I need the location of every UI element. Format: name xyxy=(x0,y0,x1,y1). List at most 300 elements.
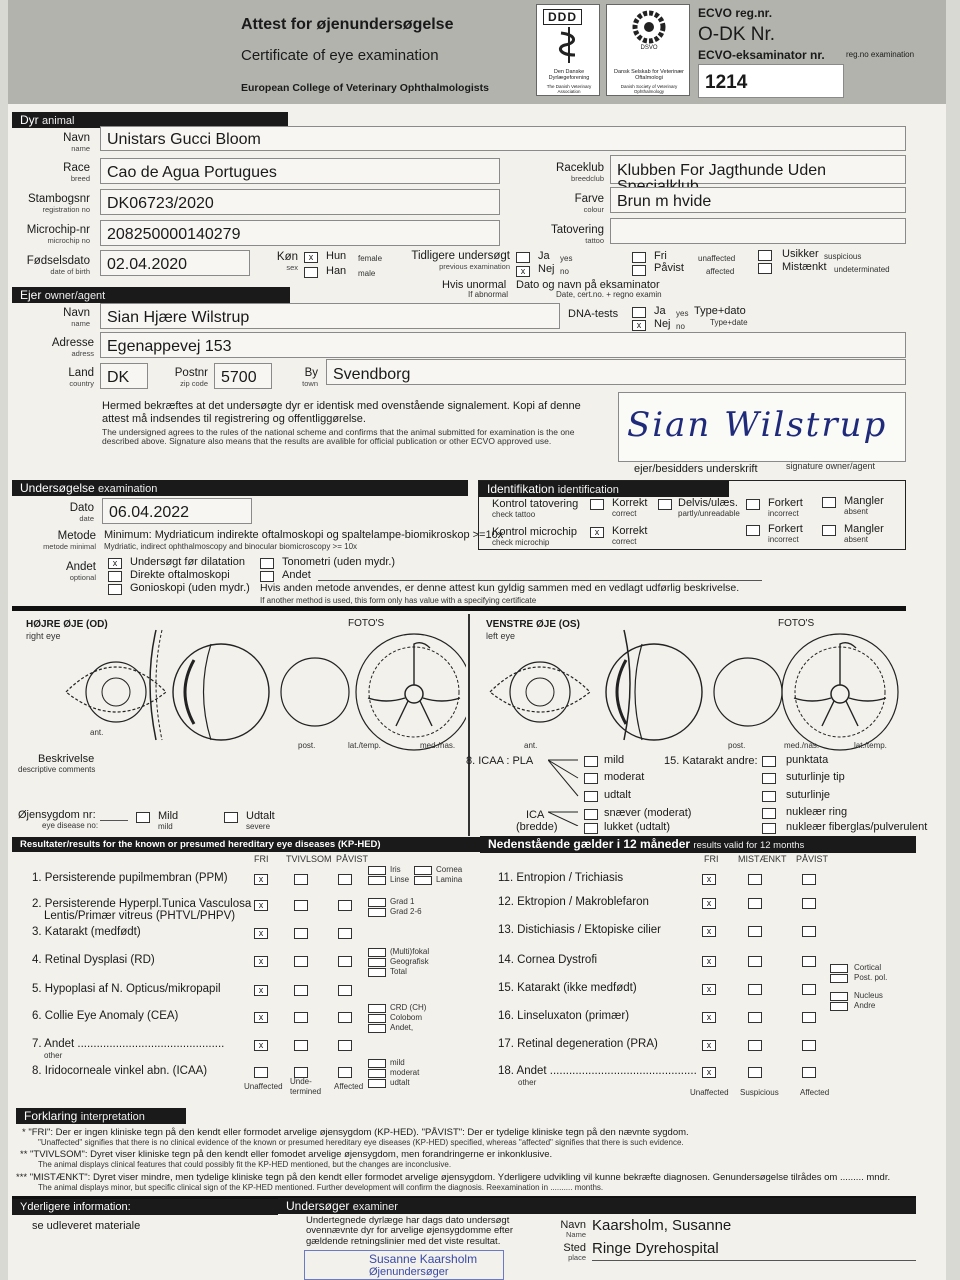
result-right-sub-label: Andre xyxy=(854,1001,876,1010)
right-photos-label: FOTO'S xyxy=(348,618,385,629)
examiner-no-label: ECVO-eksaminator nr. xyxy=(698,48,825,62)
check-tattoo-label: Kontrol tatovering xyxy=(492,498,579,510)
result-right-mist-checkbox[interactable] xyxy=(748,898,762,909)
interp-fri-danish: * "FRI": Der er ingen kliniske tegn på den kendt eller formodet arvelige øjensygdom (KP-HED). "PÅVIST": Der er tydelige kliniske tegn på den nævnte sygdom. xyxy=(22,1127,689,1138)
footer-affected-left: Affected xyxy=(334,1082,364,1091)
result-right-sub-label: Nucleus xyxy=(854,991,883,1000)
result-right-fri-checkbox[interactable]: x xyxy=(702,1067,716,1078)
tattoo-incorrect-label-en: incorrect xyxy=(768,509,799,518)
eye-disease-underline xyxy=(100,820,128,821)
hdr-mist-right: MISTÆNKT xyxy=(738,854,787,864)
microchip-field[interactable] xyxy=(100,220,500,246)
result-left-sub-label: CRD (CH) xyxy=(390,1003,427,1012)
dna-tests-label: DNA-tests xyxy=(568,308,619,320)
footer-unaffected-right: Unaffected xyxy=(690,1088,729,1097)
result-left-sub-checkbox[interactable] xyxy=(368,968,386,977)
previous-yes-checkbox[interactable] xyxy=(516,252,530,263)
result-left-label: 7. Andet .............................................. xyxy=(32,1038,225,1050)
interp-tvivl-danish: ** "TVIVLSOM": Dyret viser kliniske tegn på den kendt eller fomodet arvelige øjensygdom, men forandringerne er inkonklusive. xyxy=(20,1149,553,1160)
dna-no-label: Nej xyxy=(654,318,671,330)
results-left-bar: Resultater/results for the known or presumed hereditary eye diseases (KP-HED) xyxy=(12,837,480,852)
tattoo-correct-label: Korrekt xyxy=(612,497,648,509)
result-left-pavist-checkbox[interactable] xyxy=(338,1012,352,1023)
result-right-sub-checkbox[interactable] xyxy=(830,992,848,1001)
result-left-sub-label: Lamina xyxy=(436,875,463,884)
cat-suturtip-label: suturlinje tip xyxy=(786,771,845,783)
result-left-sub-checkbox[interactable] xyxy=(368,1024,386,1033)
opt-other-checkbox[interactable] xyxy=(260,571,274,582)
result-left-fri-checkbox[interactable] xyxy=(254,1067,268,1078)
chip-correct-label-en: correct xyxy=(612,537,637,546)
result-left-sub-checkbox[interactable] xyxy=(368,1014,386,1023)
dna-yes-label: Ja xyxy=(654,305,666,317)
sex-male-label-en: male xyxy=(358,269,376,278)
result-left-label: 3. Katarakt (medfødt) xyxy=(32,926,141,938)
right-eye-title-en: right eye xyxy=(26,631,61,641)
result-left-fri-checkbox[interactable]: x xyxy=(254,1012,268,1023)
result-left-pavist-checkbox[interactable] xyxy=(338,1067,352,1078)
result-right-label: 14. Cornea Dystrofi xyxy=(498,954,598,966)
eye-disease-label: Øjensygdom nr: xyxy=(18,809,96,821)
result-left-pavist-checkbox[interactable] xyxy=(338,985,352,996)
examiner-no-label-en: reg.no examination xyxy=(846,50,915,59)
dsvo-logo xyxy=(606,4,690,96)
check-chip-label: Kontrol microchip xyxy=(492,526,577,538)
identification-bar xyxy=(479,481,729,497)
result-left-sub-checkbox[interactable] xyxy=(368,898,386,907)
result-left-sub-checkbox[interactable] xyxy=(368,1004,386,1013)
previous-yes-label-en: yes xyxy=(560,254,573,263)
tattoo-label: Tatovering tattoo xyxy=(550,224,604,245)
result-left-sub-label: Grad 2-6 xyxy=(390,907,422,916)
icaa-moderat-checkbox[interactable] xyxy=(584,773,598,784)
animal-name-value: Unistars Gucci Bloom xyxy=(107,131,261,148)
address-field[interactable] xyxy=(100,332,906,358)
examiner-place-label: Sted place xyxy=(563,1242,586,1262)
cat-punktata-checkbox[interactable] xyxy=(762,756,776,767)
result-left-tvivl-checkbox[interactable] xyxy=(294,900,308,911)
dsvo-caption: Dansk Selskab for Veterinær Oftalmologi xyxy=(613,69,684,82)
check-tattoo-label-en: check tattoo xyxy=(492,510,536,519)
description-label: Beskrivelse xyxy=(38,753,95,765)
further-info-text: se udleveret materiale xyxy=(32,1220,141,1232)
opt-other-label: Andet xyxy=(282,569,311,581)
zip-field[interactable] xyxy=(214,363,272,389)
opt-direct-label: Direkte oftalmoskopi xyxy=(130,569,230,581)
opt-tonometry-checkbox[interactable] xyxy=(260,558,274,569)
opt-before-dilation-label: Undersøgt før dilatation xyxy=(130,556,245,568)
address-value: Egenappevej 153 xyxy=(107,338,232,355)
result-right-mist-checkbox[interactable] xyxy=(748,956,762,967)
opt-direct-checkbox[interactable] xyxy=(108,571,122,582)
result-right-mist-checkbox[interactable] xyxy=(748,1012,762,1023)
left-eye-title-en: left eye xyxy=(486,631,516,641)
result-right-fri-checkbox[interactable]: x xyxy=(702,956,716,967)
sex-female-checkbox[interactable]: x xyxy=(304,252,318,263)
result-left-sub-checkbox[interactable] xyxy=(368,1059,386,1068)
result-left-fri-checkbox[interactable]: x xyxy=(254,874,268,885)
prev-fri-checkbox[interactable] xyxy=(632,252,646,263)
prev-mistaenkt-label: Mistænkt xyxy=(782,261,827,273)
interp-mist-danish: *** "MISTÆNKT": Dyret viser mindre, men tydelige kliniske tegn på den kendt eller formodet arvelige øjensygdom. Yderligere udvikling vil kunne bekræfte diagnosen. Genundersøgelse tilrådes om ......... mndr. xyxy=(16,1172,891,1183)
examiner-name-label: Navn Name xyxy=(560,1219,586,1239)
registration-field[interactable] xyxy=(100,189,500,215)
address-label: Adresse adress xyxy=(51,337,94,358)
result-left-pavist-checkbox[interactable] xyxy=(338,1040,352,1051)
colour-label: Farve colour xyxy=(574,193,604,214)
result-left-sub-label: moderat xyxy=(390,1068,420,1077)
result-left-label: 4. Retinal Dysplasi (RD) xyxy=(32,954,155,966)
stamp-subtitle: Øjenundersøger xyxy=(369,1266,449,1278)
result-left-sub-checkbox[interactable] xyxy=(414,876,432,885)
ddd-logo-text: DDD xyxy=(543,9,582,25)
cat-suturtip-checkbox[interactable] xyxy=(762,773,776,784)
title-english: Certificate of eye examination xyxy=(241,47,439,64)
result-right-sub-label: Post. pol. xyxy=(854,973,888,982)
ica-moderate-checkbox[interactable] xyxy=(584,809,598,820)
exam-section-title-en: examination xyxy=(98,483,158,495)
colour-field[interactable] xyxy=(610,187,906,213)
chip-absent-label: Mangler xyxy=(844,523,884,535)
results-right-title-en: results valid for 12 months xyxy=(693,840,805,851)
result-left-pavist-checkbox[interactable] xyxy=(338,956,352,967)
result-right-fri-checkbox[interactable]: x xyxy=(702,1012,716,1023)
result-left-tvivl-checkbox[interactable] xyxy=(294,956,308,967)
result-right-mist-checkbox[interactable] xyxy=(748,1067,762,1078)
registration-value: DK06723/2020 xyxy=(107,195,214,212)
breedclub-field[interactable] xyxy=(610,155,906,184)
icaa-moderat-label: moderat xyxy=(604,771,645,783)
cat-sutur-checkbox[interactable] xyxy=(762,791,776,802)
examiner-place-value: Ringe Dyrehospital xyxy=(592,1240,719,1257)
method-note-english: If another method is used, this form only has value with a specifying certificate xyxy=(260,596,537,605)
tattoo-absent-label-en: absent xyxy=(844,507,869,516)
method-danish: Minimum: Mydriaticum indirekte oftalmoskopi og spaltelampe-biomikroskop >=10x xyxy=(104,529,504,541)
disease-severe-checkbox[interactable] xyxy=(224,812,238,823)
owner-name-field[interactable] xyxy=(100,303,560,329)
identification-title-en: identification xyxy=(557,484,619,496)
check-chip-label-en: check microchip xyxy=(492,538,550,547)
right-mednas-label: med./nas. xyxy=(420,741,456,750)
prev-mistaenkt-checkbox[interactable] xyxy=(758,263,772,274)
ddd-caption-en: The Danish Veterinary Association xyxy=(546,84,592,94)
breed-field[interactable] xyxy=(100,158,500,184)
result-left-sub-checkbox[interactable] xyxy=(368,1069,386,1078)
chip-correct-checkbox[interactable]: x xyxy=(590,527,604,538)
owner-name-value: Sian Hjære Wilstrup xyxy=(107,309,250,326)
owner-signature-label-en: signature owner/agent xyxy=(786,461,876,471)
registration-label: Stambogsnr registration no xyxy=(27,193,90,214)
microchip-value: 208250000140279 xyxy=(107,226,241,243)
ica-closed-checkbox[interactable] xyxy=(584,823,598,834)
result-left-sub-checkbox[interactable] xyxy=(368,908,386,917)
result-left-sub-checkbox[interactable] xyxy=(368,876,386,885)
ddd-logo xyxy=(536,4,600,96)
tattoo-absent-checkbox[interactable] xyxy=(822,497,836,508)
title-danish: Attest for øjenundersøgelse xyxy=(241,16,454,33)
left-post-label: post. xyxy=(728,741,746,750)
disease-mild-checkbox[interactable] xyxy=(136,812,150,823)
interpretation-bar xyxy=(16,1108,186,1124)
result-right-mist-checkbox[interactable] xyxy=(748,1040,762,1051)
cat-nuclear-ring-label: nukleær ring xyxy=(786,806,848,818)
owner-signature-label: ejer/besidders underskrift xyxy=(634,463,758,475)
cat-nuclear-fiber-label: nukleær fiberglas/pulverulent xyxy=(786,821,928,833)
dsvo-ring-icon xyxy=(631,9,667,45)
result-left-tvivl-checkbox[interactable] xyxy=(294,1012,308,1023)
method-english: Mydriatic, indirect ophthalmoscopy and binocular biomicroscopy >= 10x xyxy=(104,542,358,551)
result-left-fri-checkbox[interactable]: x xyxy=(254,1040,268,1051)
dsvo-caption-en: Danish Society of Veterinary Ophthalmology xyxy=(620,84,678,94)
cataract-other-label: 15. Katarakt andre: xyxy=(664,755,758,767)
dob-value: 02.04.2020 xyxy=(107,256,188,273)
icaa-udtalt-checkbox[interactable] xyxy=(584,791,598,802)
result-right-sub-checkbox[interactable] xyxy=(830,964,848,973)
result-right-fri-checkbox[interactable]: x xyxy=(702,874,716,885)
examiner-title: Undersøger xyxy=(286,1199,350,1213)
chip-absent-checkbox[interactable] xyxy=(822,525,836,536)
result-left-tvivl-checkbox[interactable] xyxy=(294,1040,308,1051)
dna-yes-checkbox[interactable] xyxy=(632,307,646,318)
sex-label: Køn sex xyxy=(276,251,298,272)
examiner-stamp xyxy=(304,1250,504,1280)
town-field[interactable] xyxy=(326,359,906,385)
town-value: Svendborg xyxy=(333,366,411,383)
examiner-no-value: 1214 xyxy=(705,72,748,93)
method-label: Metode metode minimal xyxy=(43,530,96,551)
cat-nuclear-fiber-checkbox[interactable] xyxy=(762,823,776,834)
exam-date-value: 06.04.2022 xyxy=(109,504,190,521)
owner-section-title: Ejer xyxy=(20,288,42,302)
prev-mistaenkt-label-en: undeterminated xyxy=(834,265,890,274)
result-left-tvivl-checkbox[interactable] xyxy=(294,874,308,885)
result-left-sub-label: Iris xyxy=(390,865,401,874)
result-left-tvivl-checkbox[interactable] xyxy=(294,985,308,996)
result-right-fri-checkbox[interactable]: x xyxy=(702,984,716,995)
result-left-sub-checkbox[interactable] xyxy=(414,866,432,875)
examiner-no-field[interactable] xyxy=(698,64,844,98)
result-right-pavist-checkbox[interactable] xyxy=(802,956,816,967)
result-left-fri-checkbox[interactable]: x xyxy=(254,928,268,939)
result-left-fri-checkbox[interactable]: x xyxy=(254,985,268,996)
result-right-pavist-checkbox[interactable] xyxy=(802,1040,816,1051)
result-right-mist-checkbox[interactable] xyxy=(748,926,762,937)
declaration-english: The undersigned agrees to the rules of the national scheme and confirms that the animal submitted for examination is the one described above. Signature also means that the results are avalible for official publication or other ECVO approved use. xyxy=(102,427,575,447)
chip-incorrect-label: Forkert xyxy=(768,523,803,535)
disease-severe-label-en: severe xyxy=(246,822,271,831)
country-label: Land country xyxy=(68,367,94,388)
icaa-mild-label: mild xyxy=(604,754,625,766)
result-left-label: 5. Hypoplasi af N. Opticus/mikropapil xyxy=(32,983,221,995)
result-left-sub-checkbox[interactable] xyxy=(368,1079,386,1088)
left-photos-label: FOTO'S xyxy=(778,618,815,629)
sex-female-label-en: female xyxy=(358,254,383,263)
owner-signature: Sian Wilstrup xyxy=(627,405,888,445)
dsvo-logo-text: DSVO xyxy=(640,45,658,51)
hdr-tvivl-left: TVIVLSOM xyxy=(286,854,332,864)
interp-fri-english: "Unaffected" signifies that there is no clinical evidence of the known or presumed hereditary eye diseases (KP-HED) specified, whereas "affected" signifies that there is such evidence. xyxy=(38,1138,684,1147)
prev-fri-label-en: unaffected xyxy=(698,254,736,263)
chip-incorrect-label-en: incorrect xyxy=(768,535,799,544)
left-eye-diagrams xyxy=(476,619,916,752)
prev-usikker-label: Usikker xyxy=(782,248,819,260)
result-right-pavist-checkbox[interactable] xyxy=(802,874,816,885)
result-left-pavist-checkbox[interactable] xyxy=(338,900,352,911)
result-left-sub-label: Geografisk xyxy=(390,957,429,966)
result-left-label: 2. Persisterende Hyperpl.Tunica Vasculosa xyxy=(32,898,252,910)
hdr-pavist-left: PÅVIST xyxy=(336,854,369,864)
zip-label: Postnr zip code xyxy=(174,367,208,388)
sex-male-label: Han xyxy=(326,265,347,277)
result-left-pavist-checkbox[interactable] xyxy=(338,874,352,885)
icaa-mild-checkbox[interactable] xyxy=(584,756,598,767)
owner-section-title-en: owner/agent xyxy=(44,290,106,302)
chip-incorrect-checkbox[interactable] xyxy=(746,525,760,536)
certificate-sheet xyxy=(8,0,946,1280)
animal-name-field[interactable] xyxy=(100,126,906,151)
result-right-mist-checkbox[interactable] xyxy=(748,984,762,995)
breed-label: Race breed xyxy=(63,162,90,183)
left-mednas-label: med./nas. xyxy=(784,741,820,750)
icaa-udtalt-label: udtalt xyxy=(604,789,631,801)
exam-date-field[interactable] xyxy=(102,498,252,524)
dna-typedate-label: Type+dato xyxy=(694,305,746,317)
result-left-sub-en: other xyxy=(44,1051,63,1060)
result-left-pavist-checkbox[interactable] xyxy=(338,928,352,939)
result-right-sub-label: Cortical xyxy=(854,963,882,972)
result-left-sub-label: Total xyxy=(390,967,407,976)
owner-name-label: Navn name xyxy=(63,307,90,328)
result-right-fri-checkbox[interactable]: x xyxy=(702,1040,716,1051)
examiner-bar xyxy=(278,1198,916,1214)
result-left-sub-checkbox[interactable] xyxy=(368,948,386,957)
animal-section-title-en: animal xyxy=(42,115,75,127)
owner-section-bar xyxy=(12,287,290,303)
opt-gonioscopy-checkbox[interactable] xyxy=(108,584,122,595)
previous-no-checkbox[interactable]: x xyxy=(516,266,530,277)
result-right-pavist-checkbox[interactable] xyxy=(802,1012,816,1023)
country-value: DK xyxy=(107,369,130,386)
dob-label: Fødselsdato date of birth xyxy=(26,255,90,276)
tattoo-absent-label: Mangler xyxy=(844,495,884,507)
result-left-sub-label: Andet, xyxy=(390,1023,414,1032)
prev-usikker-label-en: suspicious xyxy=(824,252,862,261)
prev-fri-label: Fri xyxy=(654,250,667,262)
interpretation-title: Forklaring xyxy=(24,1109,78,1123)
results-right-title: Nedenstående gælder i 12 måneder xyxy=(488,837,691,851)
country-field[interactable] xyxy=(100,363,148,389)
result-left-tvivl-checkbox[interactable] xyxy=(294,928,308,939)
result-right-pavist-checkbox[interactable] xyxy=(802,926,816,937)
opt-gonioscopy-label: Gonioskopi (uden mydr.) xyxy=(130,582,250,594)
sex-male-checkbox[interactable] xyxy=(304,267,318,278)
other-methods-label: Andet optional xyxy=(65,561,96,582)
if-abnormal-label: Hvis unormal xyxy=(442,279,507,291)
ica-sub-label: (bredde) xyxy=(516,821,558,833)
tattoo-correct-checkbox[interactable] xyxy=(590,499,604,510)
result-right-fri-checkbox[interactable]: x xyxy=(702,898,716,909)
result-left-sub-checkbox[interactable] xyxy=(368,866,386,875)
interp-mist-english: The animal displays minor, but specific clinical sign of the KP-HED mentioned. Further development will confirm the diagnosis. Reexamination in .......... months. xyxy=(38,1183,604,1192)
tattoo-partly-checkbox[interactable] xyxy=(658,499,672,510)
ica-closed-label: lukket (udtalt) xyxy=(604,821,671,833)
prev-pavist-label: Påvist xyxy=(654,262,684,274)
ica-label: ICA xyxy=(526,809,545,821)
dna-no-label-en: no xyxy=(676,322,685,331)
description-label-en: descriptive comments xyxy=(18,765,96,774)
examiner-title-en: examiner xyxy=(352,1201,398,1213)
interpretation-title-en: interpretation xyxy=(80,1111,145,1123)
method-note-danish: Hvis anden metode anvendes, er denne attest kun gyldig sammen med en vedlagt udførlig beskrivelse. xyxy=(260,582,740,594)
result-right-label: 11. Entropion / Trichiasis xyxy=(498,872,624,884)
prev-usikker-checkbox[interactable] xyxy=(758,250,772,261)
breed-value: Cao de Agua Portugues xyxy=(107,164,277,181)
result-left-sub-label: Colobom xyxy=(390,1013,423,1022)
tattoo-correct-label-en: correct xyxy=(612,509,637,518)
opt-before-dilation-checkbox[interactable]: x xyxy=(108,558,122,569)
animal-section-title: Dyr xyxy=(20,113,39,127)
tattoo-incorrect-checkbox[interactable] xyxy=(746,499,760,510)
dob-field[interactable] xyxy=(100,250,250,276)
chip-correct-label: Korrekt xyxy=(612,525,648,537)
declaration-danish: Hermed bekræftes at det undersøgte dyr er identisk med ovenstående signalement. Kopi af denne attest må indsendes til registrering og offentliggørelse. xyxy=(102,400,581,425)
stamp-name: Susanne Kaarsholm xyxy=(369,1252,478,1266)
hdr-pavist-right: PÅVIST xyxy=(796,854,829,864)
dna-no-checkbox[interactable]: x xyxy=(632,320,646,331)
result-right-mist-checkbox[interactable] xyxy=(748,874,762,885)
result-right-pavist-checkbox[interactable] xyxy=(802,898,816,909)
interp-tvivl-english: The animal displays clinical features that could possibly fit the KP-HED mentioned, but the changes are inconclusive. xyxy=(38,1160,452,1169)
result-left-label-2: Lentis/Primær vitreus (PHTVL/PHPV) xyxy=(44,910,236,922)
left-lattemp-label: lat./temp. xyxy=(854,741,887,750)
ddd-caption: Den Danske Dyrlægeforening xyxy=(548,69,590,82)
result-right-sub-checkbox[interactable] xyxy=(830,1002,848,1011)
breedclub-label: Raceklub breedclub xyxy=(556,162,604,183)
result-left-sub-label: Cornea xyxy=(436,865,463,874)
result-right-label: 16. Linseluxaton (primær) xyxy=(498,1010,630,1022)
previous-exam-label: Tidligere undersøgt previous examination xyxy=(411,250,510,271)
cat-nuclear-ring-checkbox[interactable] xyxy=(762,808,776,819)
tattoo-partly-label-en: partly/unreadable xyxy=(678,509,740,518)
result-left-sub-checkbox[interactable] xyxy=(368,958,386,967)
ddd-serpent-icon xyxy=(553,25,585,65)
result-left-fri-checkbox[interactable]: x xyxy=(254,956,268,967)
footer-undetermined-left: Unde-termined xyxy=(290,1077,322,1096)
identification-title: Identifikation xyxy=(487,482,555,496)
icaa-label: 8. ICAA : PLA xyxy=(466,755,534,767)
result-left-sub-label: Linse xyxy=(390,875,410,884)
chip-absent-label-en: absent xyxy=(844,535,869,544)
result-right-pavist-checkbox[interactable] xyxy=(802,984,816,995)
owner-signature-field[interactable] xyxy=(618,392,906,462)
result-right-label: 12. Ektropion / Makroblefaron xyxy=(498,896,649,908)
microchip-label: Microchip-nr microchip no xyxy=(26,224,90,245)
result-right-fri-checkbox[interactable]: x xyxy=(702,926,716,937)
result-right-sub-checkbox[interactable] xyxy=(830,974,848,983)
right-ant-label: ant. xyxy=(90,728,104,737)
tattoo-field[interactable] xyxy=(610,218,906,244)
right-eye-diagrams xyxy=(16,619,466,752)
result-right-pavist-checkbox[interactable] xyxy=(802,1067,816,1078)
prev-pavist-checkbox[interactable] xyxy=(632,265,646,276)
previous-yes-label: Ja xyxy=(538,250,550,262)
sex-female-label: Hun xyxy=(326,250,347,262)
zip-value: 5700 xyxy=(221,369,257,386)
odk-label: O-DK Nr. xyxy=(698,24,776,45)
result-right-label: 18. Andet .............................................. xyxy=(498,1065,697,1077)
result-left-fri-checkbox[interactable]: x xyxy=(254,900,268,911)
result-left-sub-label: (Multi)fokal xyxy=(390,947,430,956)
